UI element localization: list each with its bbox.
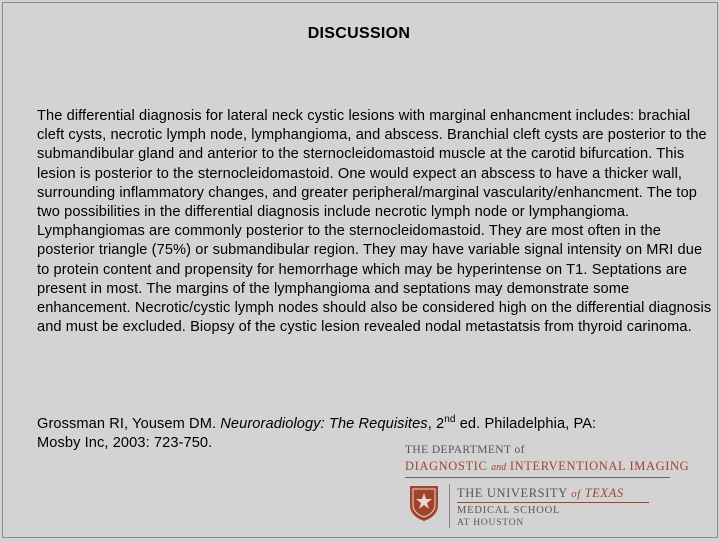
logo-and-text: and xyxy=(491,462,507,473)
citation-publisher: ed. Philadelphia, PA: xyxy=(455,416,597,432)
logo-diagnostic-text: DIAGNOSTIC xyxy=(405,459,488,473)
discussion-paragraph: The differential diagnosis for lateral neck cystic lesions with marginal enhancment includes: brachial cleft cysts, necrotic lymph node, lymphangioma, and abscess. Branchial cleft cysts are posterior to the submandibular gland and anterior to the sternocleidomastoid muscle at the carotid bifurcation. This lesion is posterior to the sternocleidomastoid. One would expect an abscess to have a thicker wall, surrounding inflammatory changes, and greater peripheral/marginal vascularity/enhancment. The top two possibilities in the differential diagnosis include necrotic lymph node or lymphangioma. Lymphangiomas are commonly posterior to the sternocleidomastoid. They are most often in the posterior triangle (75%) or submandibular region. They may have variable signal intensity on MRI due to protein content and propensity for hemorrhage which may be hyperintense on T1. Septations are present in most. The margins of the lymphangioma and septations may demonstrate some enhancement. Necrotic/cystic lymph nodes should also be considered high on the differential diagnosis and must be excluded. Biopsy of the cystic lesion revealed nodal metastatsis from thyroid carinoma. xyxy=(37,108,712,336)
logo-houston: AT HOUSTON xyxy=(457,518,525,528)
department-logo xyxy=(402,444,702,534)
logo-vertical-rule xyxy=(449,484,450,528)
logo-university-name xyxy=(457,486,624,501)
logo-department-line: THE DEPARTMENT of xyxy=(405,444,525,456)
logo-divider xyxy=(405,477,670,478)
citation-book-title: Neuroradiology: The Requisites xyxy=(220,416,428,432)
logo-texas-text: TEXAS xyxy=(584,486,624,500)
logo-interventional-text: INTERVENTIONAL IMAGING xyxy=(509,459,690,473)
citation-publisher-line2: Mosby Inc, 2003: 723-750. xyxy=(37,435,213,452)
citation-authors: Grossman RI, Yousem DM. xyxy=(37,416,221,432)
logo-university-text: THE UNIVERSITY xyxy=(457,486,568,500)
logo-department-name xyxy=(405,459,689,474)
logo-medical-school: MEDICAL SCHOOL xyxy=(457,505,561,516)
logo-of-text: of xyxy=(571,488,581,500)
slide-title: DISCUSSION xyxy=(307,25,411,42)
citation-edition-suffix: nd xyxy=(444,414,456,426)
slide xyxy=(2,2,718,538)
logo-accent-rule xyxy=(457,502,649,503)
citation-edition: , 2 xyxy=(427,416,445,432)
university-seal-icon xyxy=(404,483,444,523)
